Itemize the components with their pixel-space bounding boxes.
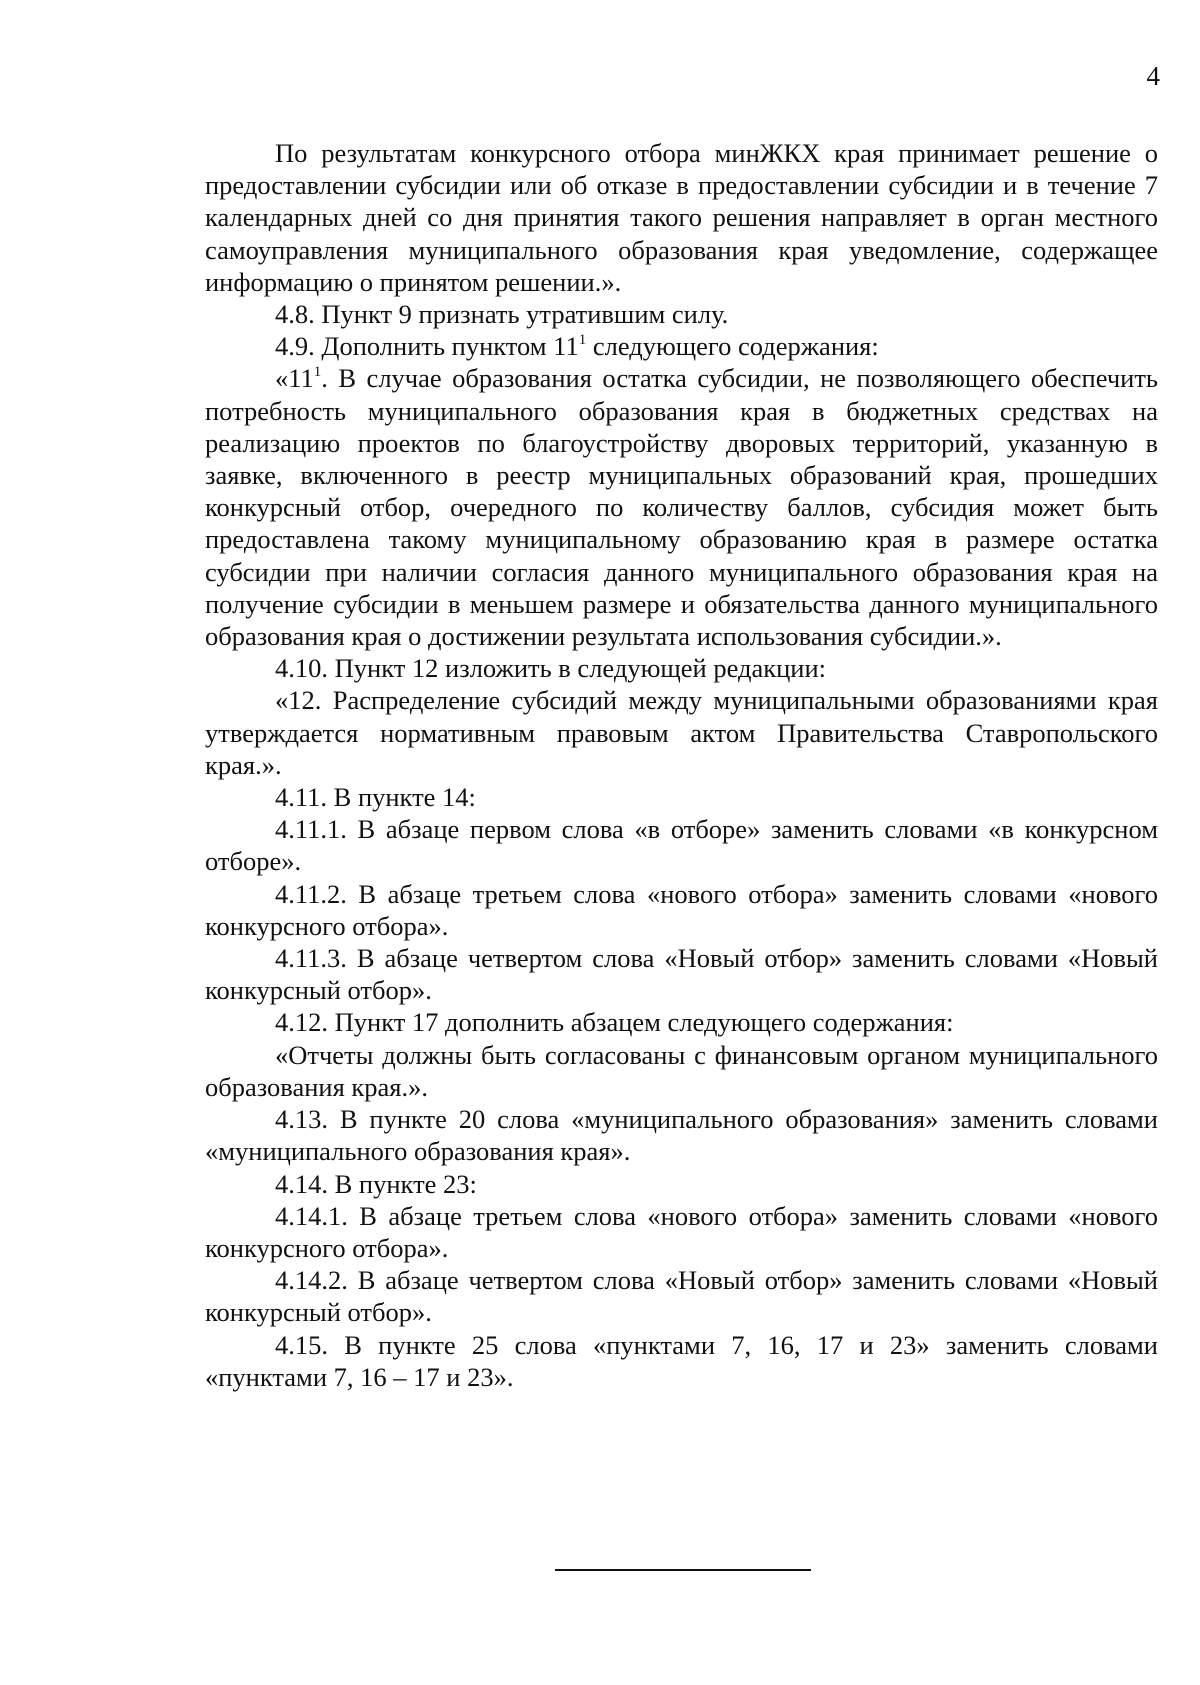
paragraph-4-12: 4.12. Пункт 17 дополнить абзацем следующего содержания: (275, 1007, 954, 1038)
paragraph-4-11-2: 4.11.2. В абзаце третьем слова «нового отбора» заменить словами «нового конкурсного отбора». (205, 878, 1158, 941)
paragraph-4-13: 4.13. В пункте 20 слова «муниципального образования» заменить словами «муниципального образования края». (205, 1104, 1158, 1167)
document-body (205, 137, 1158, 1393)
paragraph-clause-11-1 (205, 362, 1158, 652)
paragraph-4-14-1: 4.14.1. В абзаце третьем слова «нового отбора» заменить словами «нового конкурсного отбора». (205, 1200, 1158, 1263)
clause-11-1-text-end: . В случае образования остатка субсидии, не позволяющего обеспечить потребность муниципального образования края в бюджетных средствах на реализацию проектов по благоустройству дворовых территорий, указанную в заявке, включенного в реестр муниципальных образований края, прошедших конкурсный отбор, очередного по количеству баллов, субсидия может быть предоставлена такому муниципальному образованию края в размере остатка субсидии при наличии согласия данного муниципального образования края на получение субсидии в меньшем размере и обязательства данного муниципального образования края о достижении результата использования субсидии.». (205, 363, 1158, 652)
paragraph-4-9-text-start: 4.9. Дополнить пунктом 11 (275, 331, 579, 362)
paragraph-decision-notice: По результатам конкурсного отбора минЖКХ края принимает решение о предоставлении субсидии или об отказе в предоставлении субсидии и в течение 7 календарных дней со дня принятия такого решения направляет в орган местного самоуправления муниципального образования края уведомление, содержащее информацию о принятом решении.». (205, 138, 1158, 297)
paragraph-4-11-1: 4.11.1. В абзаце первом слова «в отборе» заменить словами «в конкурсном отборе». (205, 814, 1158, 877)
paragraph-clause-12: «12. Распределение субсидий между муниципальными образованиями края утверждается нормативным правовым актом Правительства Ставропольского края.». (205, 685, 1158, 780)
paragraph-4-11-3: 4.11.3. В абзаце четвертом слова «Новый отбор» заменить словами «Новый конкурсный отбор». (205, 943, 1158, 1006)
paragraph-4-8: 4.8. Пункт 9 признать утратившим силу. (275, 299, 729, 330)
paragraph-4-14: 4.14. В пункте 23: (275, 1168, 477, 1199)
superscript-index: 1 (313, 364, 322, 381)
paragraph-4-9-text-end: следующего содержания: (586, 331, 879, 362)
paragraph-4-14-2: 4.14.2. В абзаце четвертом слова «Новый отбор» заменить словами «Новый конкурсный отбор». (205, 1265, 1158, 1328)
clause-11-1-text-start: «11 (275, 363, 314, 394)
end-of-text-rule (555, 1569, 811, 1571)
paragraph-4-11: 4.11. В пункте 14: (275, 782, 476, 813)
page-number: 4 (1146, 61, 1160, 91)
superscript-index: 1 (578, 332, 587, 349)
paragraph-4-15: 4.15. В пункте 25 слова «пунктами 7, 16, 17 и 23» заменить словами «пунктами 7, 16 – 17 и 23». (205, 1329, 1158, 1392)
paragraph-reports-clause: «Отчеты должны быть согласованы с финансовым органом муниципального образования края.». (205, 1039, 1158, 1102)
paragraph-4-10: 4.10. Пункт 12 изложить в следующей редакции: (275, 653, 827, 684)
paragraph-4-9 (205, 330, 1158, 362)
